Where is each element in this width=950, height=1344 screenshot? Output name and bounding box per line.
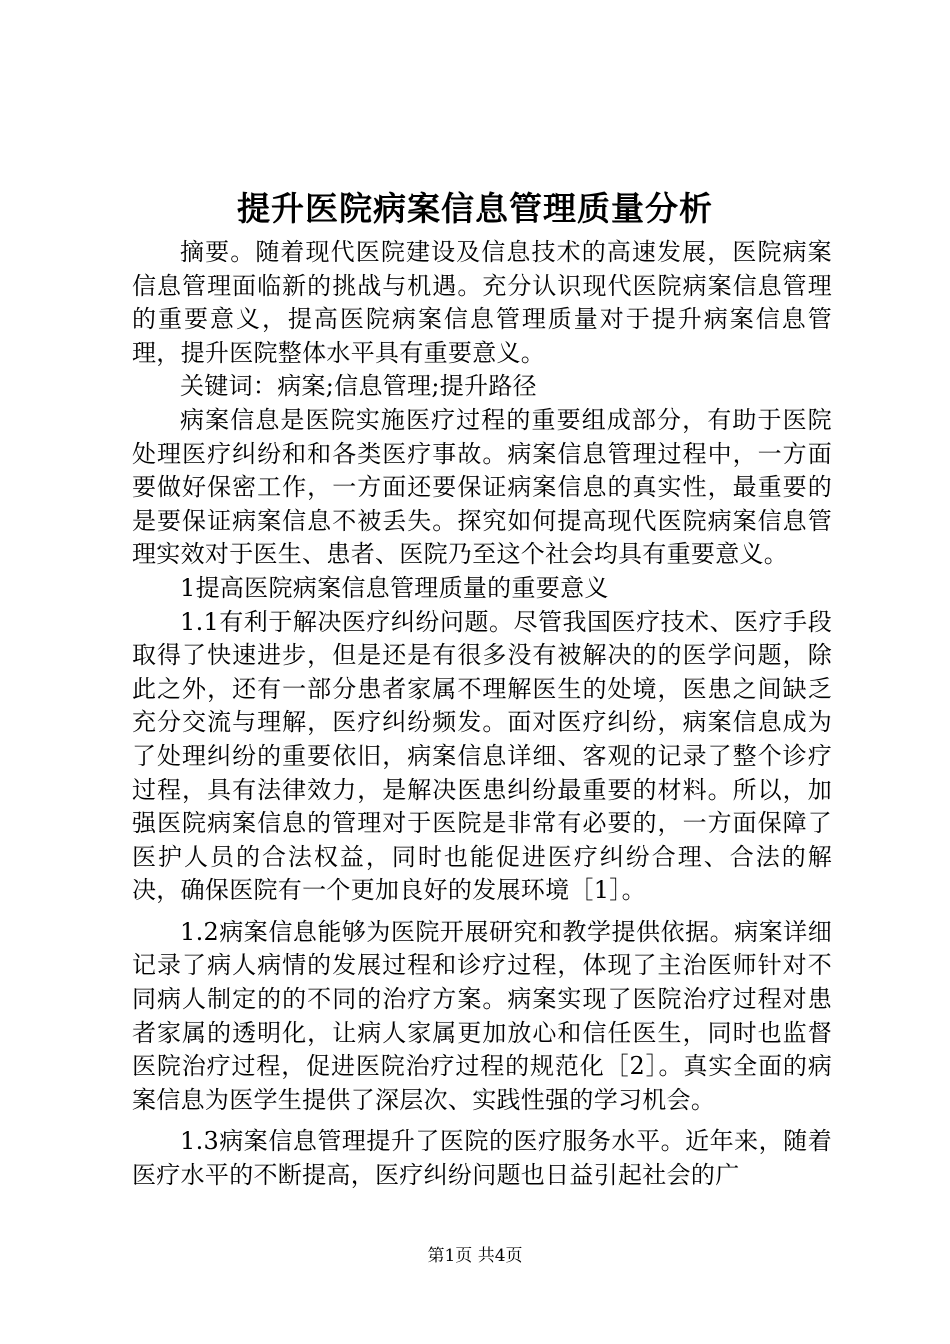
keywords-paragraph: 关键词：病案;信息管理;提升路径 bbox=[180, 372, 537, 401]
section-1-3-paragraph: 1.3病案信息管理提升了医院的医疗服务水平。近年来，随着医疗水平的不断提高，医疗纠纷问题也日益引起社会的广 bbox=[132, 1127, 832, 1190]
document-body bbox=[132, 236, 832, 1193]
section-1-2-paragraph: 1.2病案信息能够为医院开展研究和教学提供依据。病案详细记录了病人病情的发展过程和诊疗过程，体现了主治医师针对不同病人制定的的不同的治疗方案。病案实现了医院治疗过程对患者家属的透明化，让病人家属更加放心和信任医生，同时也监督医院治疗过程，促进医院治疗过程的规范化［2］。真实全面的病案信息为医学生提供了深层次、实践性强的学习机会。 bbox=[132, 917, 832, 1114]
page-footer: 第1页 共4页 bbox=[427, 1246, 523, 1266]
section-heading: 1提高医院病案信息管理质量的重要意义 bbox=[180, 573, 609, 602]
section-1-1-paragraph: 1.1有利于解决医疗纠纷问题。尽管我国医疗技术、医疗手段取得了快速进步，但是还是有很多没有被解决的的医学问题，除此之外，还有一部分患者家属不理解医生的处境，医患之间缺乏充分交流与理解，医疗纠纷频发。面对医疗纠纷，病案信息成为了处理纠纷的重要依旧，病案信息详细、客观的记录了整个诊疗过程，具有法律效力，是解决医患纠纷最重要的材料。所以，加强医院病案信息的管理对于医院是非常有必要的，一方面保障了医护人员的合法权益，同时也能促进医疗纠纷合理、合法的解决，确保医院有一个更加良好的发展环境［1］。 bbox=[132, 607, 832, 905]
document-title: 提升医院病案信息管理质量分析 bbox=[237, 189, 713, 228]
intro-paragraph: 病案信息是医院实施医疗过程的重要组成部分，有助于医院处理医疗纠纷和和各类医疗事故。病案信息管理过程中，一方面要做好保密工作，一方面还要保证病案信息的真实性，最重要的是要保证病案信息不被丢失。探究如何提高现代医院病案信息管理实效对于医生、患者、医院乃至这个社会均具有重要意义。 bbox=[132, 405, 832, 569]
abstract-paragraph: 摘要。随着现代医院建设及信息技术的高速发展，医院病案信息管理面临新的挑战与机遇。充分认识现代医院病案信息管理的重要意义，提高医院病案信息管理质量对于提升病案信息管理，提升医院整体水平具有重要意义。 bbox=[132, 238, 832, 367]
